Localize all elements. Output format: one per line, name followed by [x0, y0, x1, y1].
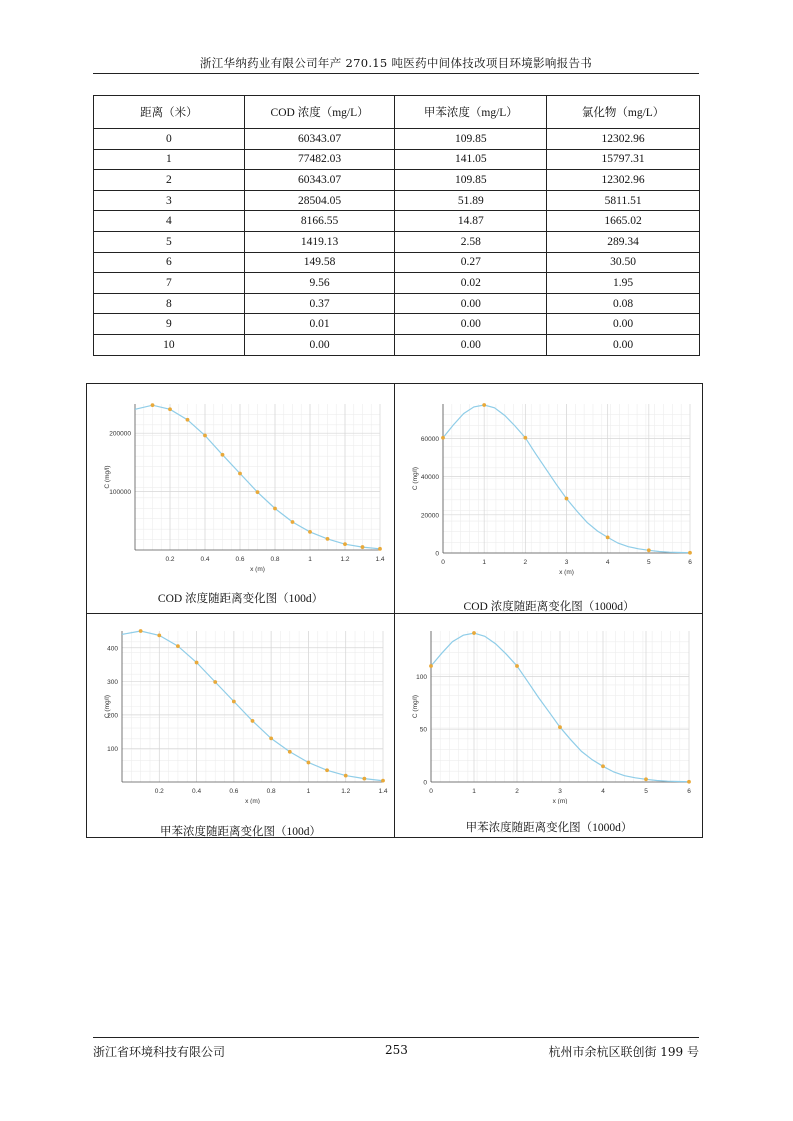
data-point	[687, 780, 691, 784]
data-point	[251, 719, 255, 723]
x-axis-label: x (m)	[552, 798, 568, 804]
y-tick-label: 40000	[420, 474, 439, 482]
table-row	[94, 231, 700, 252]
table-cell: 109.85	[395, 129, 547, 150]
data-point	[381, 779, 385, 783]
data-point	[232, 700, 236, 704]
chart-toluene-1000d-plot	[395, 614, 703, 804]
data-point	[176, 644, 180, 648]
x-tick-label: 1	[472, 788, 476, 795]
table-cell: 9.56	[244, 273, 395, 294]
data-point	[482, 403, 486, 407]
x-tick-label: 1.2	[341, 788, 351, 795]
table-row	[94, 293, 700, 314]
table-cell: 0.00	[547, 334, 700, 355]
data-point	[213, 680, 217, 684]
y-tick-label: 0	[435, 550, 439, 558]
table-cell: 15797.31	[547, 149, 700, 170]
data-point	[195, 661, 199, 665]
column-header-distance: 距离（米）	[94, 96, 245, 129]
data-point	[343, 542, 347, 546]
data-point	[238, 472, 242, 476]
table-cell: 8166.55	[244, 211, 395, 232]
table-cell: 8	[94, 293, 245, 314]
table-row	[94, 211, 700, 232]
table-cell: 5	[94, 231, 245, 252]
table-cell: 5811.51	[547, 190, 700, 211]
data-point	[186, 418, 190, 422]
table-cell: 1.95	[547, 273, 700, 294]
data-point	[601, 764, 605, 768]
table-cell: 1	[94, 149, 245, 170]
footer-divider	[93, 1037, 699, 1038]
y-tick-label: 20000	[420, 512, 439, 520]
footer-page-number: 253	[385, 1043, 408, 1057]
table-cell: 4	[94, 211, 245, 232]
table-cell: 60343.07	[244, 170, 395, 191]
header-divider	[93, 73, 699, 74]
chart-caption: COD 浓度随距离变化图（1000d）	[463, 601, 635, 613]
table-cell: 28504.05	[244, 190, 395, 211]
x-tick-label: 3	[564, 559, 569, 566]
data-point	[606, 535, 610, 539]
y-tick-label: 50	[419, 726, 427, 734]
data-point	[269, 736, 273, 740]
table-cell: 0.00	[395, 293, 547, 314]
table-cell: 0.00	[395, 334, 547, 355]
x-tick-label: 3	[558, 788, 562, 795]
x-tick-label: 1	[306, 788, 311, 795]
data-point	[647, 548, 651, 552]
table-cell: 10	[94, 334, 245, 355]
table-cell: 109.85	[395, 170, 547, 191]
data-point	[515, 664, 519, 668]
data-point	[688, 551, 692, 555]
chart-toluene-100d-plot	[87, 614, 394, 804]
x-tick-label: 0.2	[154, 788, 164, 795]
chart-caption: COD 浓度随距离变化图（100d）	[157, 593, 324, 605]
x-tick-label: 5	[644, 788, 648, 795]
data-point	[441, 436, 445, 440]
table-row	[94, 129, 700, 150]
data-point	[288, 750, 292, 754]
chart-caption: 甲苯浓度随距离变化图（100d）	[160, 826, 321, 838]
table-cell: 14.87	[395, 211, 547, 232]
table-row	[94, 273, 700, 294]
y-tick-label: 100	[107, 745, 118, 753]
data-point	[139, 629, 143, 633]
chart-cod-100d	[87, 384, 394, 613]
data-point	[472, 631, 476, 635]
data-point	[558, 725, 562, 729]
data-point	[429, 664, 433, 668]
table-cell: 149.58	[244, 252, 395, 273]
data-point	[203, 434, 207, 438]
y-axis-label: C (mg/l)	[412, 694, 419, 719]
y-tick-label: 200000	[109, 430, 131, 438]
x-tick-label: 2	[515, 788, 519, 795]
table-cell: 0.27	[395, 252, 547, 273]
x-tick-label: 1	[482, 559, 486, 566]
table-cell: 0.02	[395, 273, 547, 294]
x-axis-label: x (m)	[245, 798, 260, 804]
chart-cod-1000d	[395, 384, 703, 613]
table-cell: 0.37	[244, 293, 395, 314]
x-tick-label: 0.4	[200, 556, 210, 563]
x-tick-label: 4	[605, 559, 610, 566]
table-cell: 6	[94, 252, 245, 273]
data-point	[256, 490, 260, 494]
data-point	[307, 761, 311, 765]
column-header-chloride: 氯化物（mg/L）	[547, 96, 700, 129]
y-tick-label: 300	[107, 678, 118, 686]
x-tick-label: 0	[429, 788, 433, 795]
data-point	[168, 407, 172, 411]
table-cell: 2	[94, 170, 245, 191]
page-header: 浙江华纳药业有限公司年产 270.15 吨医药中间体技改项目环境影响报告书	[199, 56, 593, 70]
data-point	[344, 774, 348, 778]
x-tick-label: 0.8	[266, 788, 276, 795]
table-cell: 77482.03	[244, 149, 395, 170]
column-header-toluene: 甲苯浓度（mg/L）	[395, 96, 547, 129]
table-row	[94, 314, 700, 335]
y-axis-label: C (mg/l)	[104, 694, 111, 719]
table-cell: 1419.13	[244, 231, 395, 252]
x-axis-label: x (m)	[559, 569, 574, 576]
x-tick-label: 6	[688, 559, 692, 566]
table-cell: 7	[94, 273, 245, 294]
data-point	[325, 768, 329, 772]
table-cell: 0.00	[395, 314, 547, 335]
x-tick-label: 1.4	[375, 556, 385, 563]
x-tick-label: 0.4	[192, 788, 202, 795]
data-point	[273, 507, 277, 511]
chart-caption: 甲苯浓度随距离变化图（1000d）	[465, 822, 633, 834]
y-tick-label: 100000	[109, 489, 131, 497]
y-tick-label: 200	[107, 712, 118, 720]
concentration-table	[93, 95, 700, 356]
x-tick-label: 1	[308, 556, 312, 563]
table-cell: 0.00	[547, 314, 700, 335]
table-cell: 60343.07	[244, 129, 395, 150]
data-point	[326, 537, 330, 541]
data-point	[308, 530, 312, 534]
y-tick-label: 400	[107, 645, 118, 653]
data-point	[565, 497, 569, 501]
table-cell: 9	[94, 314, 245, 335]
table-cell: 0.01	[244, 314, 395, 335]
x-tick-label: 0	[441, 559, 445, 566]
data-point	[291, 520, 295, 524]
table-row	[94, 170, 700, 191]
y-axis-label: C (mg/l)	[412, 466, 419, 491]
table-cell: 141.05	[395, 149, 547, 170]
table-cell: 2.58	[395, 231, 547, 252]
table-cell: 51.89	[395, 190, 547, 211]
footer-address: 杭州市余杭区联创街 199 号	[548, 1045, 699, 1059]
table-row	[94, 252, 700, 273]
y-tick-label: 100	[416, 673, 427, 681]
data-point	[157, 633, 161, 637]
x-tick-label: 0.2	[165, 556, 175, 563]
x-tick-label: 2	[523, 559, 528, 566]
data-point	[151, 403, 155, 407]
x-tick-label: 0.6	[235, 556, 245, 563]
x-tick-label: 6	[687, 788, 691, 795]
table-cell: 30.50	[547, 252, 700, 273]
table-row	[94, 149, 700, 170]
table-cell: 12302.96	[547, 170, 700, 191]
table-header-row	[94, 96, 700, 129]
y-tick-label: 60000	[420, 435, 439, 443]
data-point	[361, 545, 365, 549]
x-axis-label: x (m)	[250, 566, 265, 573]
chart-cod-1000d-plot	[395, 384, 703, 584]
data-point	[378, 547, 382, 551]
x-tick-label: 1.4	[378, 788, 388, 795]
table-row	[94, 334, 700, 355]
chart-toluene-1000d	[395, 614, 703, 838]
x-tick-label: 1.2	[340, 556, 350, 563]
data-point	[362, 777, 366, 781]
data-point	[644, 777, 648, 781]
x-tick-label: 5	[647, 559, 651, 566]
table-cell: 3	[94, 190, 245, 211]
x-tick-label: 0.8	[270, 556, 280, 563]
table-cell: 0.08	[547, 293, 700, 314]
x-tick-label: 0.6	[229, 788, 239, 795]
chart-toluene-100d	[87, 614, 394, 838]
data-point	[523, 436, 527, 440]
x-tick-label: 4	[601, 788, 605, 795]
table-cell: 0	[94, 129, 245, 150]
table-row	[94, 190, 700, 211]
data-point	[221, 453, 225, 457]
table-cell: 0.00	[244, 334, 395, 355]
y-tick-label: 0	[423, 779, 427, 787]
table-cell: 1665.02	[547, 211, 700, 232]
table-cell: 289.34	[547, 231, 700, 252]
table-cell: 12302.96	[547, 129, 700, 150]
figure-grid	[86, 383, 703, 838]
chart-cod-100d-plot	[87, 384, 394, 579]
footer-company: 浙江省环境科技有限公司	[93, 1045, 226, 1059]
column-header-cod: COD 浓度（mg/L）	[244, 96, 395, 129]
y-axis-label: C (mg/l)	[104, 465, 111, 489]
